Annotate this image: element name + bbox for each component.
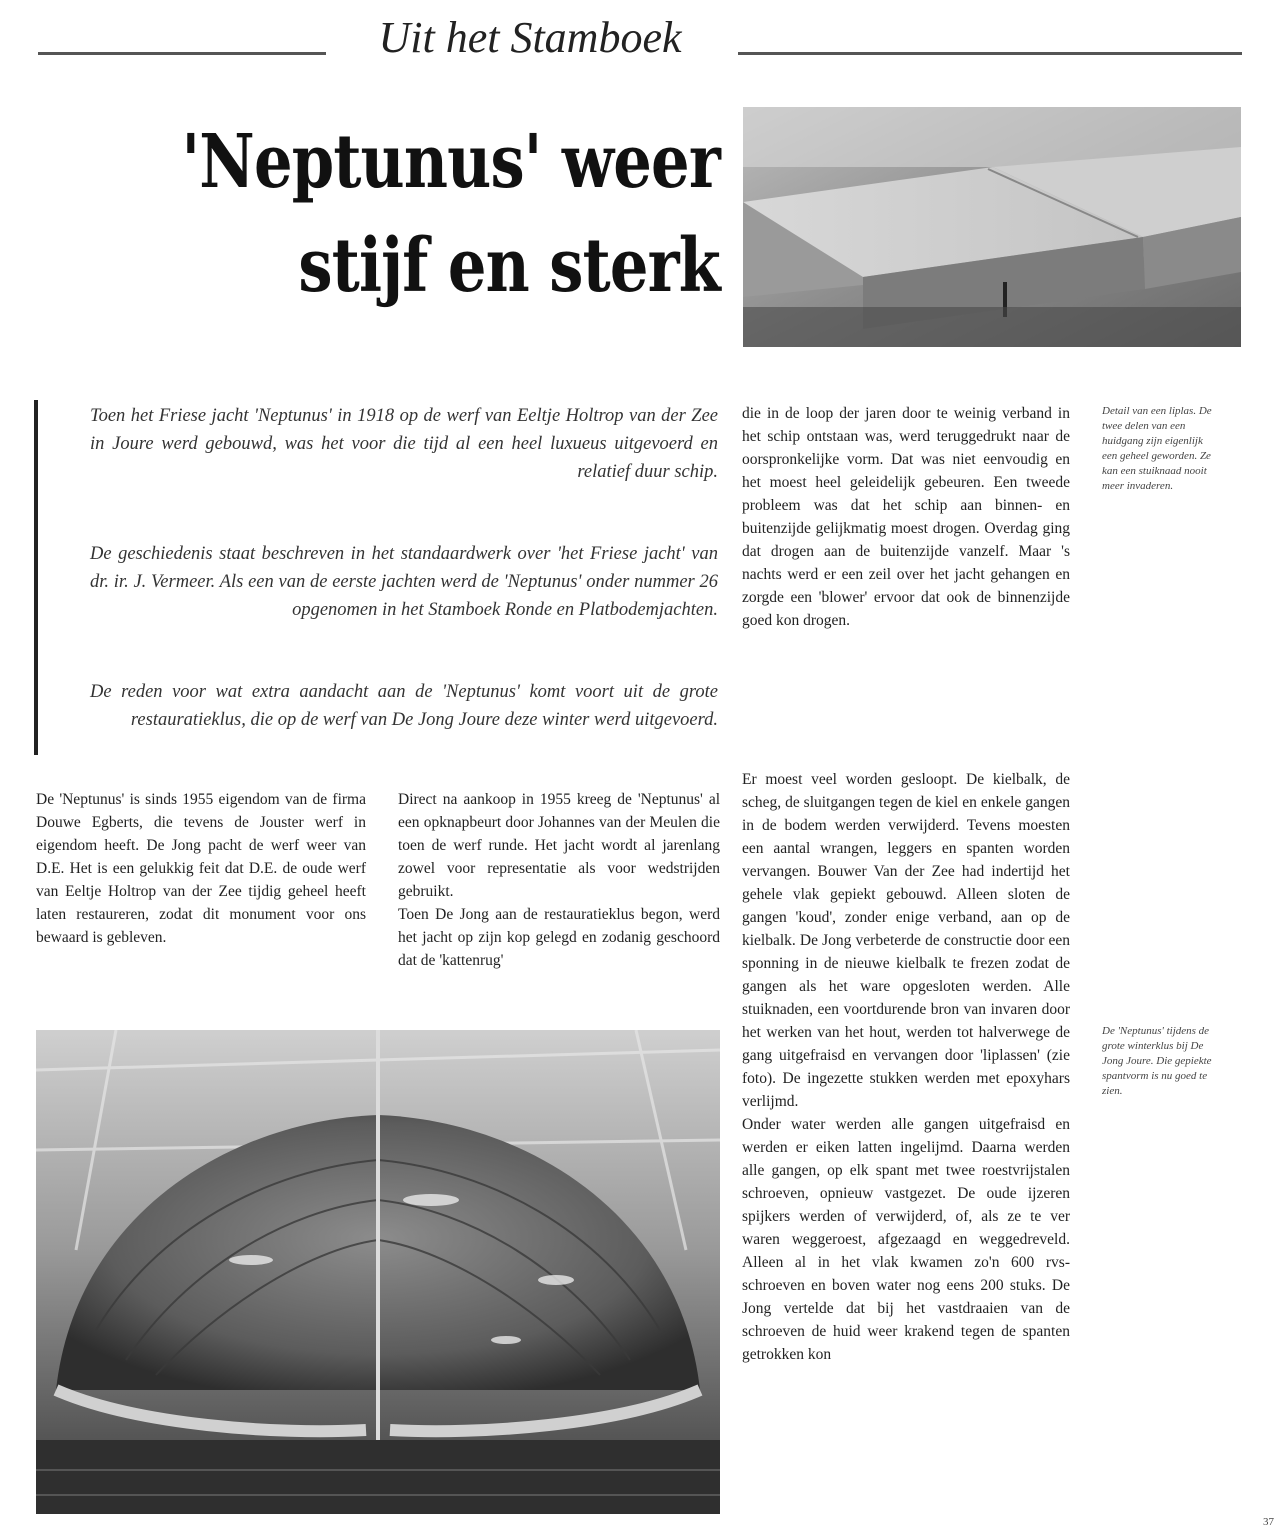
intro-paragraph-1: Toen het Friese jacht 'Neptunus' in 1918 op de werf van Eeltje Holtrop van der Zee in Joure werd gebouwd, was het voor die tijd al een heel luxueus uitgevoerd en relatief duur schip.	[90, 406, 718, 482]
header-rule-right	[738, 52, 1242, 55]
hull-photo	[36, 1030, 720, 1514]
headline-line-1: 'Neptunus' weer	[181, 119, 720, 205]
hull-photo-image	[36, 1030, 720, 1514]
headline	[179, 110, 720, 318]
detail-photo	[743, 107, 1241, 347]
body-column-1: De 'Neptunus' is sinds 1955 eigendom van de firma Douwe Egberts, die tevens de Jouster werf in eigendom heeft. De Jong pacht de werf weer van D.E. Het is een gelukkig feit dat D.E. de oude werf van Eeltje Holtrop van der Zee tijdig geheel heeft laten restaureren, zodat dit monument voor ons bewaard is gebleven.	[36, 791, 366, 946]
section-title: Uit het Stamboek	[378, 13, 682, 62]
headline-line-2: stijf en sterk	[298, 223, 720, 309]
body-column-3b: Er moest veel worden gesloopt. De kielbalk, de scheg, de sluitgangen tegen de kiel en enkele gangen in de bodem werden verwijderd. Tevens moesten een aantal wrangen, leggers en spanten worden vervangen. Bouwer Van der Zee had indertijd het gehele vlak gepiekt gebouwd. Alleen sloten de gangen 'koud', zonder enige verband, aan op de kielbalk. De Jong verbeterde de constructie door een sponning in de nieuwe kielbalk te frezen zodat de gangen als het ware opgesloten werden. Alle stuiknaden, een voortdurende bron van invaren door het werken van het hout, werden tot halverwege de gang uitgefraisd en vervangen door 'liplassen' (zie foto). De ingezette stukken werden met epoxyhars verlijmd. Onder water werden alle gangen uitgefraisd en werden er eiken latten ingelijmd. Daarna werden alle gangen, op elk spant met twee roestvrijstalen schroeven, opnieuw vastgezet. De oude ijzeren spijkers werden of verwijderd, of, als ze te ver waren weggeroest, afgezaagd en weggedreveld. Alleen al in het vlak kwamen zo'n 600 rvs-schroeven en boven water nog eens 200 stuks. De Jong vertelde dat bij het vastdraaien van de schroeven de huid weer krakend tegen de spanten getrokken kon	[742, 771, 1070, 1363]
caption-top: Detail van een liplas. De twee delen van een huidgang zijn eigenlijk een geheel geworden. Ze kan een stuiknaad nooit meer invaderen.	[1102, 405, 1212, 492]
body-column-2: Direct na aankoop in 1955 kreeg de 'Neptunus' al een opknapbeurt door Johannes van der Meulen die toen de werf runde. Het jacht wordt al jarenlang zowel voor representatie als voor wedstrijden gebruikt. Toen De Jong aan de restauratieklus begon, werd het jacht op zijn kop gelegd en zodanig geschoord dat de 'kattenrug'	[398, 791, 720, 969]
detail-photo-image	[743, 107, 1241, 347]
intro-bar	[34, 400, 38, 755]
body-column-3a: die in de loop der jaren door te weinig verband in het schip ontstaan was, werd teruggedrukt naar de oorspronkelijke vorm. Dat was niet eenvoudig en het moest heel geleidelijk gebeuren. Een tweede probleem was dat het schip aan binnen- en buitenzijde gelijkmatig moest drogen. Overdag ging dat drogen aan de buitenzijde vanzelf. Maar 's nachts werd er een zeil over het jacht gehangen en zorgde een 'blower' ervoor dat ook de binnenzijde goed kon drogen.	[742, 405, 1070, 629]
page-number: 37	[1263, 1516, 1274, 1528]
intro-paragraph-3: De reden voor wat extra aandacht aan de 'Neptunus' komt voort uit de grote restauratieklus, die op de werf van De Jong Joure deze winter werd uitgevoerd.	[90, 682, 718, 730]
caption-bottom: De 'Neptunus' tijdens de grote winterklus bij De Jong Joure. Die gepiekte spantvorm is nu goed te zien.	[1102, 1025, 1212, 1097]
intro-paragraph-2: De geschiedenis staat beschreven in het standaardwerk over 'het Friese jacht' van dr. ir. J. Vermeer. Als een van de eerste jachten werd de 'Neptunus' onder nummer 26 opgenomen in het Stamboek Ronde en Platbodemjachten.	[90, 544, 718, 620]
header-rule-left	[38, 52, 326, 55]
